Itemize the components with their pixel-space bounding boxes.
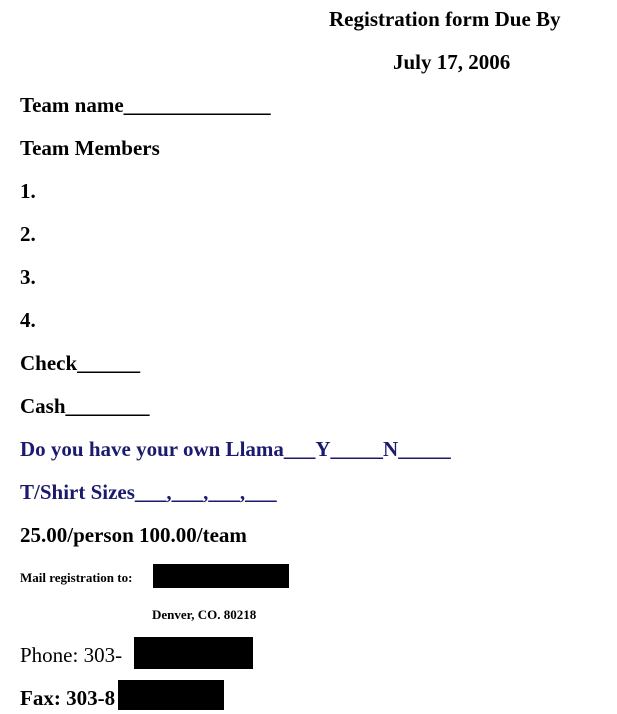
price-info: 25.00/person 100.00/team: [20, 523, 247, 547]
city-line: Denver, CO. 80218: [152, 607, 257, 622]
redacted-address-block: [153, 564, 289, 588]
fax-line: Fax: 303-8: [20, 686, 116, 710]
team-members-heading: Team Members: [20, 136, 160, 160]
check-field: Check______: [20, 351, 141, 375]
member-line-4: 4.: [20, 308, 36, 332]
member-line-2: 2.: [20, 222, 36, 246]
form-header-title: Registration form Due By: [329, 7, 561, 31]
tshirt-sizes-field: T/Shirt Sizes___,___,___,___: [20, 480, 277, 504]
member-line-1: 1.: [20, 179, 36, 203]
form-due-date: July 17, 2006: [393, 50, 511, 74]
cash-field: Cash________: [20, 394, 150, 418]
llama-question: Do you have your own Llama___Y_____N_____: [20, 437, 451, 461]
redacted-phone-block: [134, 637, 253, 669]
member-line-3: 3.: [20, 265, 36, 289]
mail-registration-label: Mail registration to:: [20, 570, 133, 585]
phone-line: Phone: 303-: [20, 643, 123, 667]
redacted-fax-block: [118, 680, 224, 710]
team-name-field: Team name______________: [20, 93, 271, 117]
